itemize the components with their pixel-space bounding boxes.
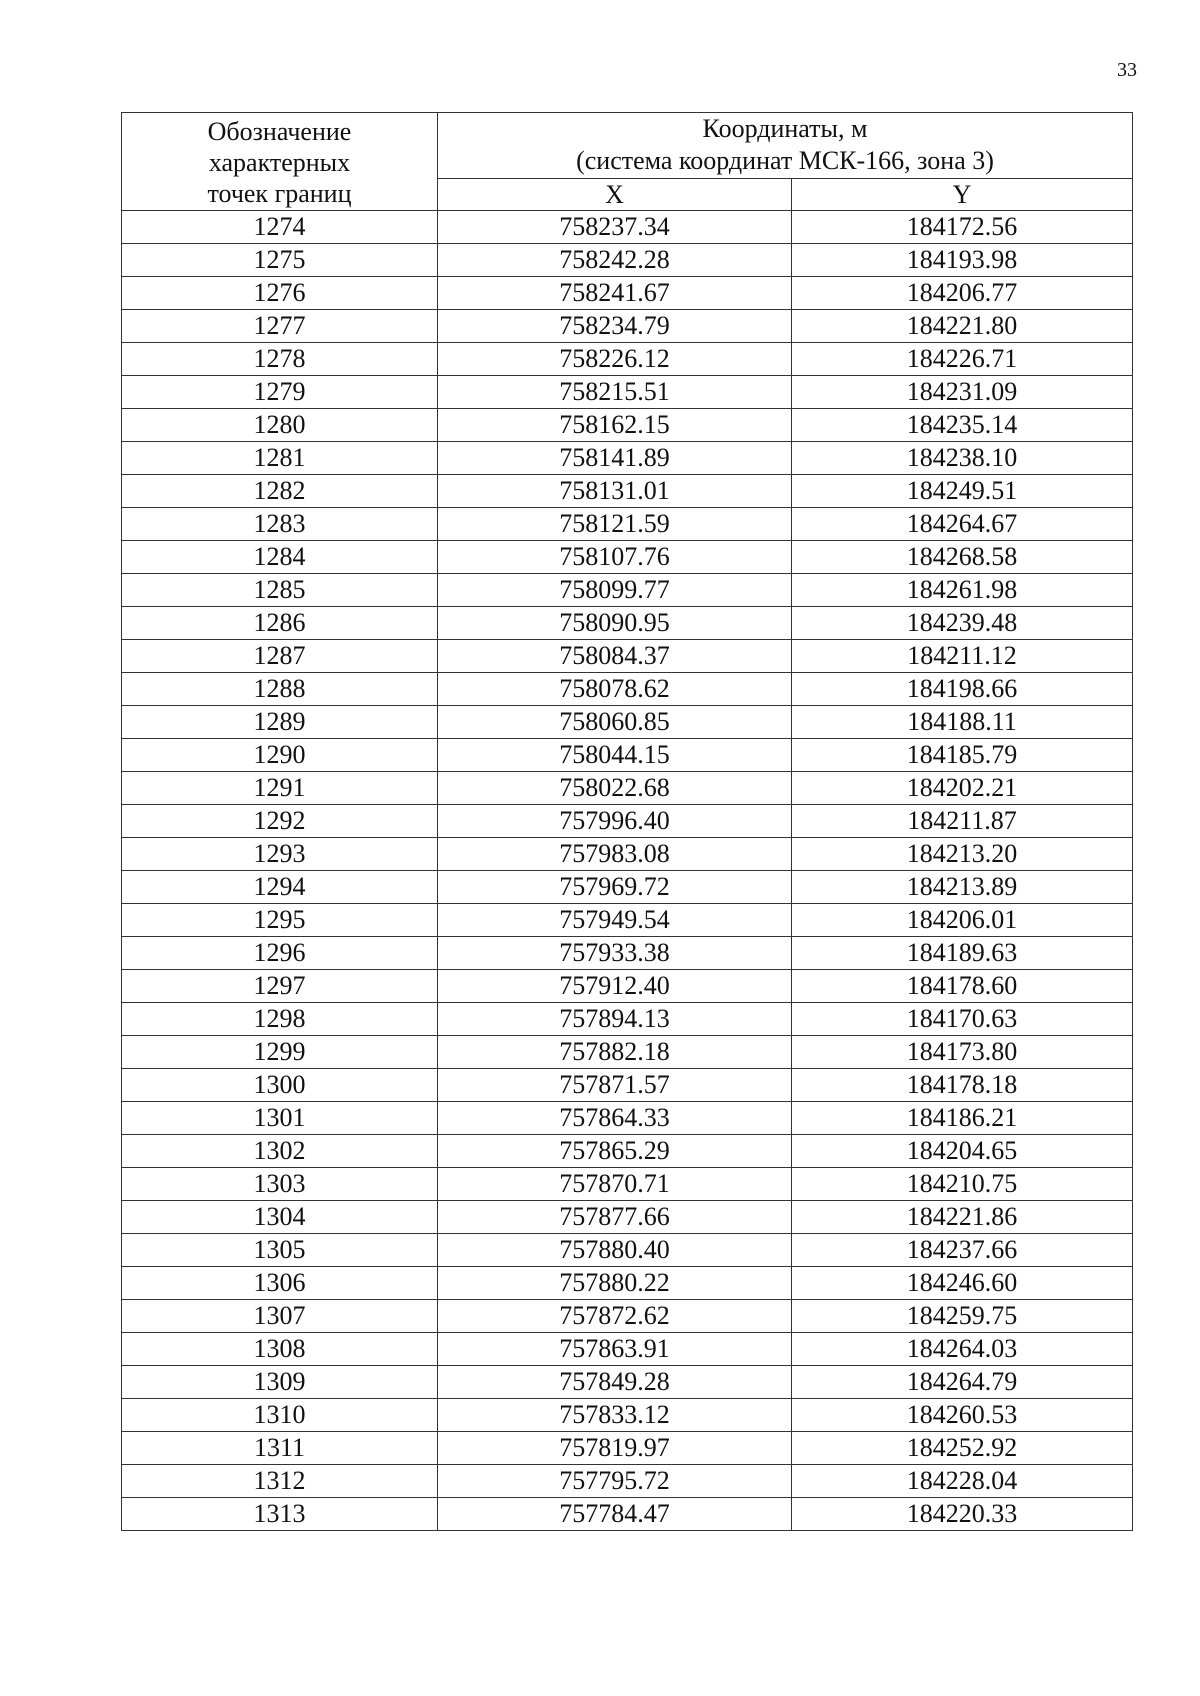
- point-cell: 1280: [122, 409, 438, 442]
- x-coordinate-cell: 757795.72: [438, 1465, 792, 1498]
- y-coordinate-cell: 184178.60: [792, 970, 1133, 1003]
- point-cell: 1275: [122, 244, 438, 277]
- point-cell: 1298: [122, 1003, 438, 1036]
- table-body: [122, 211, 1133, 1531]
- table-row: [122, 706, 1133, 739]
- x-coordinate-cell: 757865.29: [438, 1135, 792, 1168]
- y-coordinate-cell: 184237.66: [792, 1234, 1133, 1267]
- point-cell: 1284: [122, 541, 438, 574]
- y-coordinate-cell: 184228.04: [792, 1465, 1133, 1498]
- x-coordinate-cell: 758099.77: [438, 574, 792, 607]
- y-coordinate-cell: 184260.53: [792, 1399, 1133, 1432]
- table-row: [122, 1234, 1133, 1267]
- x-coordinate-cell: 758022.68: [438, 772, 792, 805]
- point-cell: 1282: [122, 475, 438, 508]
- x-coordinate-cell: 757933.38: [438, 937, 792, 970]
- x-coordinate-cell: 758242.28: [438, 244, 792, 277]
- x-coordinate-cell: 757912.40: [438, 970, 792, 1003]
- y-coordinate-cell: 184202.21: [792, 772, 1133, 805]
- table-row: [122, 1135, 1133, 1168]
- table-row: [122, 673, 1133, 706]
- table-row: [122, 211, 1133, 244]
- table-row: [122, 1036, 1133, 1069]
- y-coordinate-cell: 184193.98: [792, 244, 1133, 277]
- point-cell: 1287: [122, 640, 438, 673]
- y-coordinate-cell: 184213.89: [792, 871, 1133, 904]
- point-cell: 1308: [122, 1333, 438, 1366]
- coordinates-table: [121, 112, 1133, 1531]
- table-row: [122, 1003, 1133, 1036]
- x-coordinate-cell: 758107.76: [438, 541, 792, 574]
- coordinates-header: [438, 113, 1133, 179]
- x-coordinate-cell: 757784.47: [438, 1498, 792, 1531]
- point-header-line: характерных: [208, 148, 351, 177]
- x-coordinate-cell: 757864.33: [438, 1102, 792, 1135]
- y-coordinate-cell: 184235.14: [792, 409, 1133, 442]
- y-column-header: Y: [792, 178, 1133, 210]
- table-row: [122, 475, 1133, 508]
- x-coordinate-cell: 758226.12: [438, 343, 792, 376]
- x-column-header: X: [438, 178, 792, 210]
- table-row: [122, 442, 1133, 475]
- y-coordinate-cell: 184259.75: [792, 1300, 1133, 1333]
- point-cell: 1309: [122, 1366, 438, 1399]
- point-cell: 1292: [122, 805, 438, 838]
- table-row: [122, 1069, 1133, 1102]
- point-cell: 1304: [122, 1201, 438, 1234]
- y-coordinate-cell: 184226.71: [792, 343, 1133, 376]
- y-coordinate-cell: 184239.48: [792, 607, 1133, 640]
- point-cell: 1286: [122, 607, 438, 640]
- table-row: [122, 1465, 1133, 1498]
- y-coordinate-cell: 184206.01: [792, 904, 1133, 937]
- table-row: [122, 1333, 1133, 1366]
- point-cell: 1288: [122, 673, 438, 706]
- point-cell: 1302: [122, 1135, 438, 1168]
- x-coordinate-cell: 758131.01: [438, 475, 792, 508]
- point-cell: 1313: [122, 1498, 438, 1531]
- point-cell: 1285: [122, 574, 438, 607]
- table-row: [122, 1300, 1133, 1333]
- table-row: [122, 1168, 1133, 1201]
- x-coordinate-cell: 757949.54: [438, 904, 792, 937]
- y-coordinate-cell: 184206.77: [792, 277, 1133, 310]
- table-row: [122, 409, 1133, 442]
- x-coordinate-cell: 757849.28: [438, 1366, 792, 1399]
- x-coordinate-cell: 758162.15: [438, 409, 792, 442]
- point-cell: 1299: [122, 1036, 438, 1069]
- y-coordinate-cell: 184268.58: [792, 541, 1133, 574]
- point-cell: 1276: [122, 277, 438, 310]
- point-cell: 1306: [122, 1267, 438, 1300]
- point-header-line: точек границ: [207, 179, 352, 208]
- y-coordinate-cell: 184252.92: [792, 1432, 1133, 1465]
- point-cell: 1277: [122, 310, 438, 343]
- point-cell: 1300: [122, 1069, 438, 1102]
- y-coordinate-cell: 184264.79: [792, 1366, 1133, 1399]
- point-cell: 1278: [122, 343, 438, 376]
- point-cell: 1312: [122, 1465, 438, 1498]
- table-row: [122, 1366, 1133, 1399]
- y-coordinate-cell: 184185.79: [792, 739, 1133, 772]
- x-coordinate-cell: 757880.40: [438, 1234, 792, 1267]
- y-coordinate-cell: 184231.09: [792, 376, 1133, 409]
- table-row: [122, 310, 1133, 343]
- point-cell: 1274: [122, 211, 438, 244]
- point-header-line: Обозначение: [207, 117, 352, 146]
- point-cell: 1293: [122, 838, 438, 871]
- point-cell: 1301: [122, 1102, 438, 1135]
- y-coordinate-cell: 184220.33: [792, 1498, 1133, 1531]
- table-row: [122, 574, 1133, 607]
- x-coordinate-cell: 757863.91: [438, 1333, 792, 1366]
- x-coordinate-cell: 757983.08: [438, 838, 792, 871]
- x-coordinate-cell: 758084.37: [438, 640, 792, 673]
- x-coordinate-cell: 758121.59: [438, 508, 792, 541]
- point-cell: 1295: [122, 904, 438, 937]
- table-row: [122, 640, 1133, 673]
- y-coordinate-cell: 184188.11: [792, 706, 1133, 739]
- y-coordinate-cell: 184238.10: [792, 442, 1133, 475]
- x-coordinate-cell: 758044.15: [438, 739, 792, 772]
- y-coordinate-cell: 184210.75: [792, 1168, 1133, 1201]
- coordinates-header-line: Координаты, м: [702, 114, 868, 144]
- table-row: [122, 904, 1133, 937]
- x-coordinate-cell: 757894.13: [438, 1003, 792, 1036]
- table-header-row: [122, 113, 1133, 179]
- x-coordinate-cell: 757877.66: [438, 1201, 792, 1234]
- y-coordinate-cell: 184178.18: [792, 1069, 1133, 1102]
- y-coordinate-cell: 184170.63: [792, 1003, 1133, 1036]
- point-cell: 1289: [122, 706, 438, 739]
- point-cell: 1303: [122, 1168, 438, 1201]
- table-row: [122, 937, 1133, 970]
- table-row: [122, 376, 1133, 409]
- y-coordinate-cell: 184221.86: [792, 1201, 1133, 1234]
- point-cell: 1297: [122, 970, 438, 1003]
- coordinates-header-line: (система координат МСК-166, зона 3): [576, 146, 994, 176]
- y-coordinate-cell: 184211.12: [792, 640, 1133, 673]
- x-coordinate-cell: 757833.12: [438, 1399, 792, 1432]
- point-cell: 1305: [122, 1234, 438, 1267]
- x-coordinate-cell: 757871.57: [438, 1069, 792, 1102]
- y-coordinate-cell: 184221.80: [792, 310, 1133, 343]
- point-cell: 1279: [122, 376, 438, 409]
- point-cell: 1307: [122, 1300, 438, 1333]
- y-coordinate-cell: 184213.20: [792, 838, 1133, 871]
- table-row: [122, 739, 1133, 772]
- y-coordinate-cell: 184186.21: [792, 1102, 1133, 1135]
- table-row: [122, 244, 1133, 277]
- table-row: [122, 541, 1133, 574]
- table-row: [122, 607, 1133, 640]
- x-coordinate-cell: 758234.79: [438, 310, 792, 343]
- table-row: [122, 343, 1133, 376]
- y-coordinate-cell: 184211.87: [792, 805, 1133, 838]
- x-coordinate-cell: 757880.22: [438, 1267, 792, 1300]
- table-row: [122, 970, 1133, 1003]
- point-cell: 1294: [122, 871, 438, 904]
- point-cell: 1290: [122, 739, 438, 772]
- table-row: [122, 277, 1133, 310]
- table-row: [122, 838, 1133, 871]
- y-coordinate-cell: 184261.98: [792, 574, 1133, 607]
- x-coordinate-cell: 757872.62: [438, 1300, 792, 1333]
- y-coordinate-cell: 184173.80: [792, 1036, 1133, 1069]
- x-coordinate-cell: 758060.85: [438, 706, 792, 739]
- x-coordinate-cell: 757819.97: [438, 1432, 792, 1465]
- x-coordinate-cell: 757870.71: [438, 1168, 792, 1201]
- table-row: [122, 1201, 1133, 1234]
- x-coordinate-cell: 758237.34: [438, 211, 792, 244]
- y-coordinate-cell: 184264.67: [792, 508, 1133, 541]
- table-row: [122, 1102, 1133, 1135]
- x-coordinate-cell: 757969.72: [438, 871, 792, 904]
- point-cell: 1283: [122, 508, 438, 541]
- x-coordinate-cell: 758141.89: [438, 442, 792, 475]
- table-row: [122, 1432, 1133, 1465]
- x-coordinate-cell: 757996.40: [438, 805, 792, 838]
- table-row: [122, 805, 1133, 838]
- y-coordinate-cell: 184189.63: [792, 937, 1133, 970]
- y-coordinate-cell: 184264.03: [792, 1333, 1133, 1366]
- page-number: 33: [1117, 59, 1137, 81]
- table-row: [122, 772, 1133, 805]
- y-coordinate-cell: 184198.66: [792, 673, 1133, 706]
- x-coordinate-cell: 758241.67: [438, 277, 792, 310]
- point-cell: 1311: [122, 1432, 438, 1465]
- x-coordinate-cell: 758078.62: [438, 673, 792, 706]
- point-cell: 1291: [122, 772, 438, 805]
- y-coordinate-cell: 184204.65: [792, 1135, 1133, 1168]
- y-coordinate-cell: 184246.60: [792, 1267, 1133, 1300]
- point-cell: 1296: [122, 937, 438, 970]
- point-designation-header: [122, 113, 438, 211]
- point-cell: 1310: [122, 1399, 438, 1432]
- y-coordinate-cell: 184249.51: [792, 475, 1133, 508]
- table-row: [122, 1399, 1133, 1432]
- table-row: [122, 1267, 1133, 1300]
- table-row: [122, 508, 1133, 541]
- x-coordinate-cell: 757882.18: [438, 1036, 792, 1069]
- point-cell: 1281: [122, 442, 438, 475]
- x-coordinate-cell: 758215.51: [438, 376, 792, 409]
- table-row: [122, 1498, 1133, 1531]
- y-coordinate-cell: 184172.56: [792, 211, 1133, 244]
- table-row: [122, 871, 1133, 904]
- x-coordinate-cell: 758090.95: [438, 607, 792, 640]
